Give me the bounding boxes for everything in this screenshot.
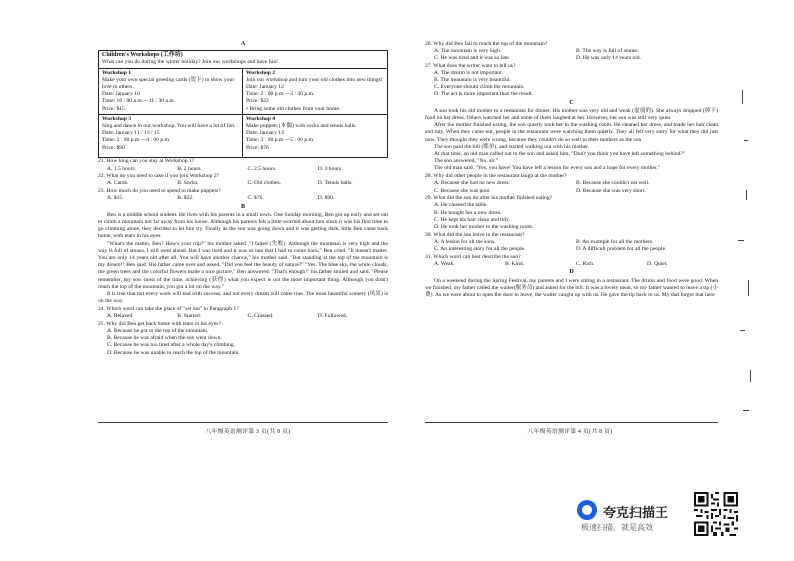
option: D. Tennis balls. xyxy=(317,180,353,187)
watermark-subtitle: 极速扫描，就是高效 xyxy=(581,523,653,532)
option: C. An interesting story for all the people. xyxy=(434,246,526,253)
question-text: 22. What do you need to take if you join Workshop 2? xyxy=(98,173,220,180)
paragraph: The old man said, "Yes, you have! You have left a lesson for every son and a hope for every mother." xyxy=(434,165,661,172)
workshop-grid xyxy=(99,69,387,157)
workshop-table xyxy=(98,50,388,158)
question-text: 25. Why did Ben get back home with tears in his eyes? xyxy=(98,320,221,327)
option: C. Because he was too tired after a whole day's climbing. xyxy=(107,342,236,349)
questions-a xyxy=(98,158,388,202)
option: D. He took her mother to the washing room. xyxy=(434,224,534,231)
workshop-line: Price: $76 xyxy=(246,144,269,151)
options xyxy=(98,313,388,320)
workshop-name: Workshop 4 xyxy=(246,115,276,122)
scan-margin-marks xyxy=(728,80,758,460)
passage-b xyxy=(98,212,388,306)
options xyxy=(425,180,718,194)
question xyxy=(98,306,388,320)
workshop-name: Workshop 3 xyxy=(102,115,132,122)
option: D. He was only 14 years old. xyxy=(576,54,641,61)
question-text: 21. How long can you stay at Workshop 1? xyxy=(98,158,195,165)
option: B. The mountain is very beautiful. xyxy=(434,77,511,84)
paragraph: Ben is a middle school student. He lives with his parents in a small town. One Sunday morning, Ben got up early and set out to climb a mountain not far away from his house. Although his parents felt a little worried about him since it was his first time to go climbing alone, they decided to let him try. Finally as the sun was going down and it was getting dark, little Ben came back home, with tears in his eyes. xyxy=(98,211,388,240)
option: A. Relaxed. xyxy=(107,313,134,320)
paragraph: "What's the matter, Ben? How's your trip?" his mother asked. "I failed (失败). Although the mountain is very high and the way is full of stones, I still went ahead. But I was tired and it was so late that I had to come back," Ben cried. "It doesn't matter. You are only 14 years old after all. You will have another chance," his mother said. "But standing at the top of the mountain is my dream!" Ben said. His father came over and asked, "Did you feel the beauty of nature?" "Yes. The blue sky, the white clouds, the green trees and the colorful flowers made a nice picture," Ben answered. "That's enough!" his father smiled and said. "Please remember, my son, most of the time, achieving (获得) what you expect is not the most important thing. Although you didn't reach the top of the mountain, you got a lot on the way." xyxy=(98,240,388,290)
paragraph: The son answered, "No, sir." xyxy=(434,158,499,165)
option: C. 2.5 hours. xyxy=(247,165,277,172)
option: B. Because she couldn't eat well. xyxy=(576,180,650,187)
workshop-table-header xyxy=(99,51,387,68)
options xyxy=(425,70,718,99)
passage-d xyxy=(425,278,718,300)
option: B. $22. xyxy=(177,195,194,202)
question-text: 30. What did the son leave in the restaurant? xyxy=(425,231,525,238)
option: D. Quiet. xyxy=(647,261,668,268)
left-column xyxy=(98,40,388,357)
paragraph: On a weekend during the Spring Festival, my parents and I were sitting in a restaurant. The drinks and food were good. When we finished, my father called the waiter(服务员) and asked for the bill. It was a lovely meal, so my father wanted to leave a tip (小费). As we were about to open the door to leave, the waiter caught up with us. He gave the tip back to us. My dad forgot that here xyxy=(425,277,718,298)
workshop-line: Date: January 11 / 13 / 15 xyxy=(102,130,160,137)
passage-c xyxy=(425,108,718,173)
option: D. A difficult problem for all the people. xyxy=(576,246,667,253)
option: A. Cards. xyxy=(107,180,129,187)
option: A. Because she had no new dress. xyxy=(434,180,510,187)
option: A. Because he got to the top of the mountain. xyxy=(107,328,209,334)
options xyxy=(98,195,388,202)
option: B. Started. xyxy=(177,313,202,320)
questions-b xyxy=(98,306,388,357)
right-footer-rule xyxy=(425,422,718,423)
option: D. The act is more important than the result. xyxy=(434,91,534,98)
scanner-watermark xyxy=(577,500,682,532)
workshop-cell xyxy=(243,115,387,157)
option: D. Because she was very short. xyxy=(576,187,646,194)
question xyxy=(425,254,718,268)
workshop-line: Time: 3 : 00 p.m.—5 : 00 p.m. xyxy=(246,137,315,144)
workshop-line: Date: January 14 xyxy=(246,130,284,137)
option: C. Everyone should climb the mountain. xyxy=(434,84,525,91)
workshop-line: Time: 2 : 00 p.m.—3 : 30 p.m. xyxy=(246,91,315,98)
option: B. The way is full of stones. xyxy=(576,47,639,54)
option: A. Weak. xyxy=(434,261,455,268)
workshop-cell xyxy=(243,69,387,115)
question xyxy=(425,63,718,99)
option: B. An example for all the mothers. xyxy=(576,238,654,245)
question xyxy=(98,158,388,172)
right-page-footer: 八年级英语测评第 4 页(共 8 页) xyxy=(527,429,613,435)
option: A. The mountain is very high. xyxy=(434,47,502,54)
workshop-name: Workshop 2 xyxy=(246,69,276,76)
workshop-line: Sing and dance in our workshop. You will have a lot of fun. xyxy=(102,123,236,130)
option: C. $76. xyxy=(247,195,264,202)
workshop-line: Join our workshop and turn your old clothes into new things! xyxy=(246,76,383,83)
workshop-line: Date: January 10 xyxy=(102,91,140,98)
workshop-line: • Bring some old clothes from your home. xyxy=(246,105,341,112)
question xyxy=(98,321,388,357)
option: B. He bought her a new dress. xyxy=(434,209,502,216)
section-a-label: A xyxy=(240,41,246,47)
workshop-name: Workshop 1 xyxy=(102,69,132,76)
question-text: 29. What did the son do after his mother finished eating? xyxy=(425,195,553,202)
option: D. $90. xyxy=(317,195,335,202)
workshop-line: Price: $15 xyxy=(102,105,125,112)
options xyxy=(425,239,718,253)
option: C. He was tired and it was so late. xyxy=(434,54,511,61)
option: C. Because she was poor. xyxy=(434,187,491,194)
qr-code-icon xyxy=(694,492,738,536)
option: A. He cleaned the table. xyxy=(434,202,488,209)
question-text: 31. Which word can best describe the son? xyxy=(425,253,521,260)
question xyxy=(98,173,388,187)
option: A. 1.5 hours. xyxy=(107,165,137,172)
option: B. Socks. xyxy=(177,180,199,187)
left-page-footer: 八年级英语测评第 3 页(共 8 页) xyxy=(205,429,291,435)
scanner-logo-icon xyxy=(577,500,597,520)
workshop-cell xyxy=(99,115,243,157)
paragraph: It is true that not every work will end with success, and not every dream will come true. The most beautiful scenery (风景) is on the way. xyxy=(98,290,388,305)
paragraph: At that time, an old man called out to the son and asked him, "Don't you think you have left something behind?" xyxy=(434,151,686,158)
option: B. Kind. xyxy=(505,261,525,268)
left-footer-rule xyxy=(98,422,388,423)
question xyxy=(425,232,718,254)
question-text: 28. Why did other people in the restaurant laugh at the mother? xyxy=(425,173,567,180)
workshop-line: Time: 10 : 00 a.m.—11 : 30 a.m. xyxy=(102,98,176,105)
option: D. Because he was unable to reach the top of the mountain. xyxy=(107,349,240,356)
question-text: 24. Which word can take the place of "set out" in Paragraph 1? xyxy=(98,305,239,312)
questions-b-continued xyxy=(425,41,718,99)
option: D. 3 hours. xyxy=(317,165,343,172)
paragraph: After the mother finished eating, the son quietly took her to the washing room. He cleaned her dress, and made her hair clean and tidy. When they came out, people in the restaurant were watching them quietly. They all felt very sorry for what they did just now. They thought they were wrong, because they couldn't do so well to their mothers as the son. xyxy=(425,122,718,143)
option: C. Rich. xyxy=(576,261,595,268)
options xyxy=(425,261,718,268)
workshop-line: Make puppets (木偶) with socks and tennis balls. xyxy=(246,123,357,130)
option: D. Followed. xyxy=(317,313,348,320)
options xyxy=(98,166,388,173)
question-text: 26. Why did Ben fail to reach the top of the mountain? xyxy=(425,40,548,47)
workshop-line: Time: 2 : 00 p.m.—4 : 00 p.m. xyxy=(102,137,171,144)
options xyxy=(98,180,388,187)
option: B. 2 hours. xyxy=(177,165,202,172)
section-d-label: D xyxy=(569,269,574,276)
options xyxy=(425,202,718,231)
question-text: 23. How much do you need to spend to make puppets? xyxy=(98,188,221,195)
workshop-title: Children's Workshops (工作坊) xyxy=(102,52,183,59)
watermark-title: 夸克扫描王 xyxy=(603,506,669,521)
option: A. The dream is not important. xyxy=(434,69,504,76)
questions-c xyxy=(425,173,718,268)
question-text: 27. What does the writer want to tell us? xyxy=(425,62,516,69)
options xyxy=(425,48,718,62)
option: C. He kept his hair clean and tidy. xyxy=(434,216,510,223)
question xyxy=(98,188,388,202)
section-c-label: C xyxy=(569,99,574,106)
options xyxy=(98,328,388,357)
option: C. Crossed. xyxy=(247,313,274,320)
question xyxy=(425,173,718,195)
workshop-intro: What can you do during the winter holiday? Join our workshops and have fun! xyxy=(102,59,279,66)
workshop-line: Make your own special greeting cards (贺卡) to show your love to others. xyxy=(102,76,235,91)
question xyxy=(425,195,718,231)
right-column xyxy=(425,40,718,299)
option: C. Old clothes. xyxy=(247,180,282,187)
option: A. $15. xyxy=(107,195,124,202)
option: B. Because he was afraid when the sun went down. xyxy=(107,335,222,342)
workshop-line: Price: $90 xyxy=(102,144,125,151)
section-b-label: B xyxy=(240,203,245,210)
paragraph: The son paid the bill (账单), and started walking out with his mother. xyxy=(434,143,590,150)
workshop-line: Date: January 12 xyxy=(246,84,284,91)
workshop-line: Price: $22 xyxy=(246,98,269,105)
option: A. A lesson for all the sons. xyxy=(434,238,496,245)
question xyxy=(425,41,718,63)
workshop-cell xyxy=(99,69,243,115)
paragraph: A son took his old mother to a restaurant for dinner. His mother was very old and weak (虚弱的). She always dropped (掉下) food on her dress. Others watched her and some of them laughed at her. However, her son was still very quiet. xyxy=(425,107,718,122)
